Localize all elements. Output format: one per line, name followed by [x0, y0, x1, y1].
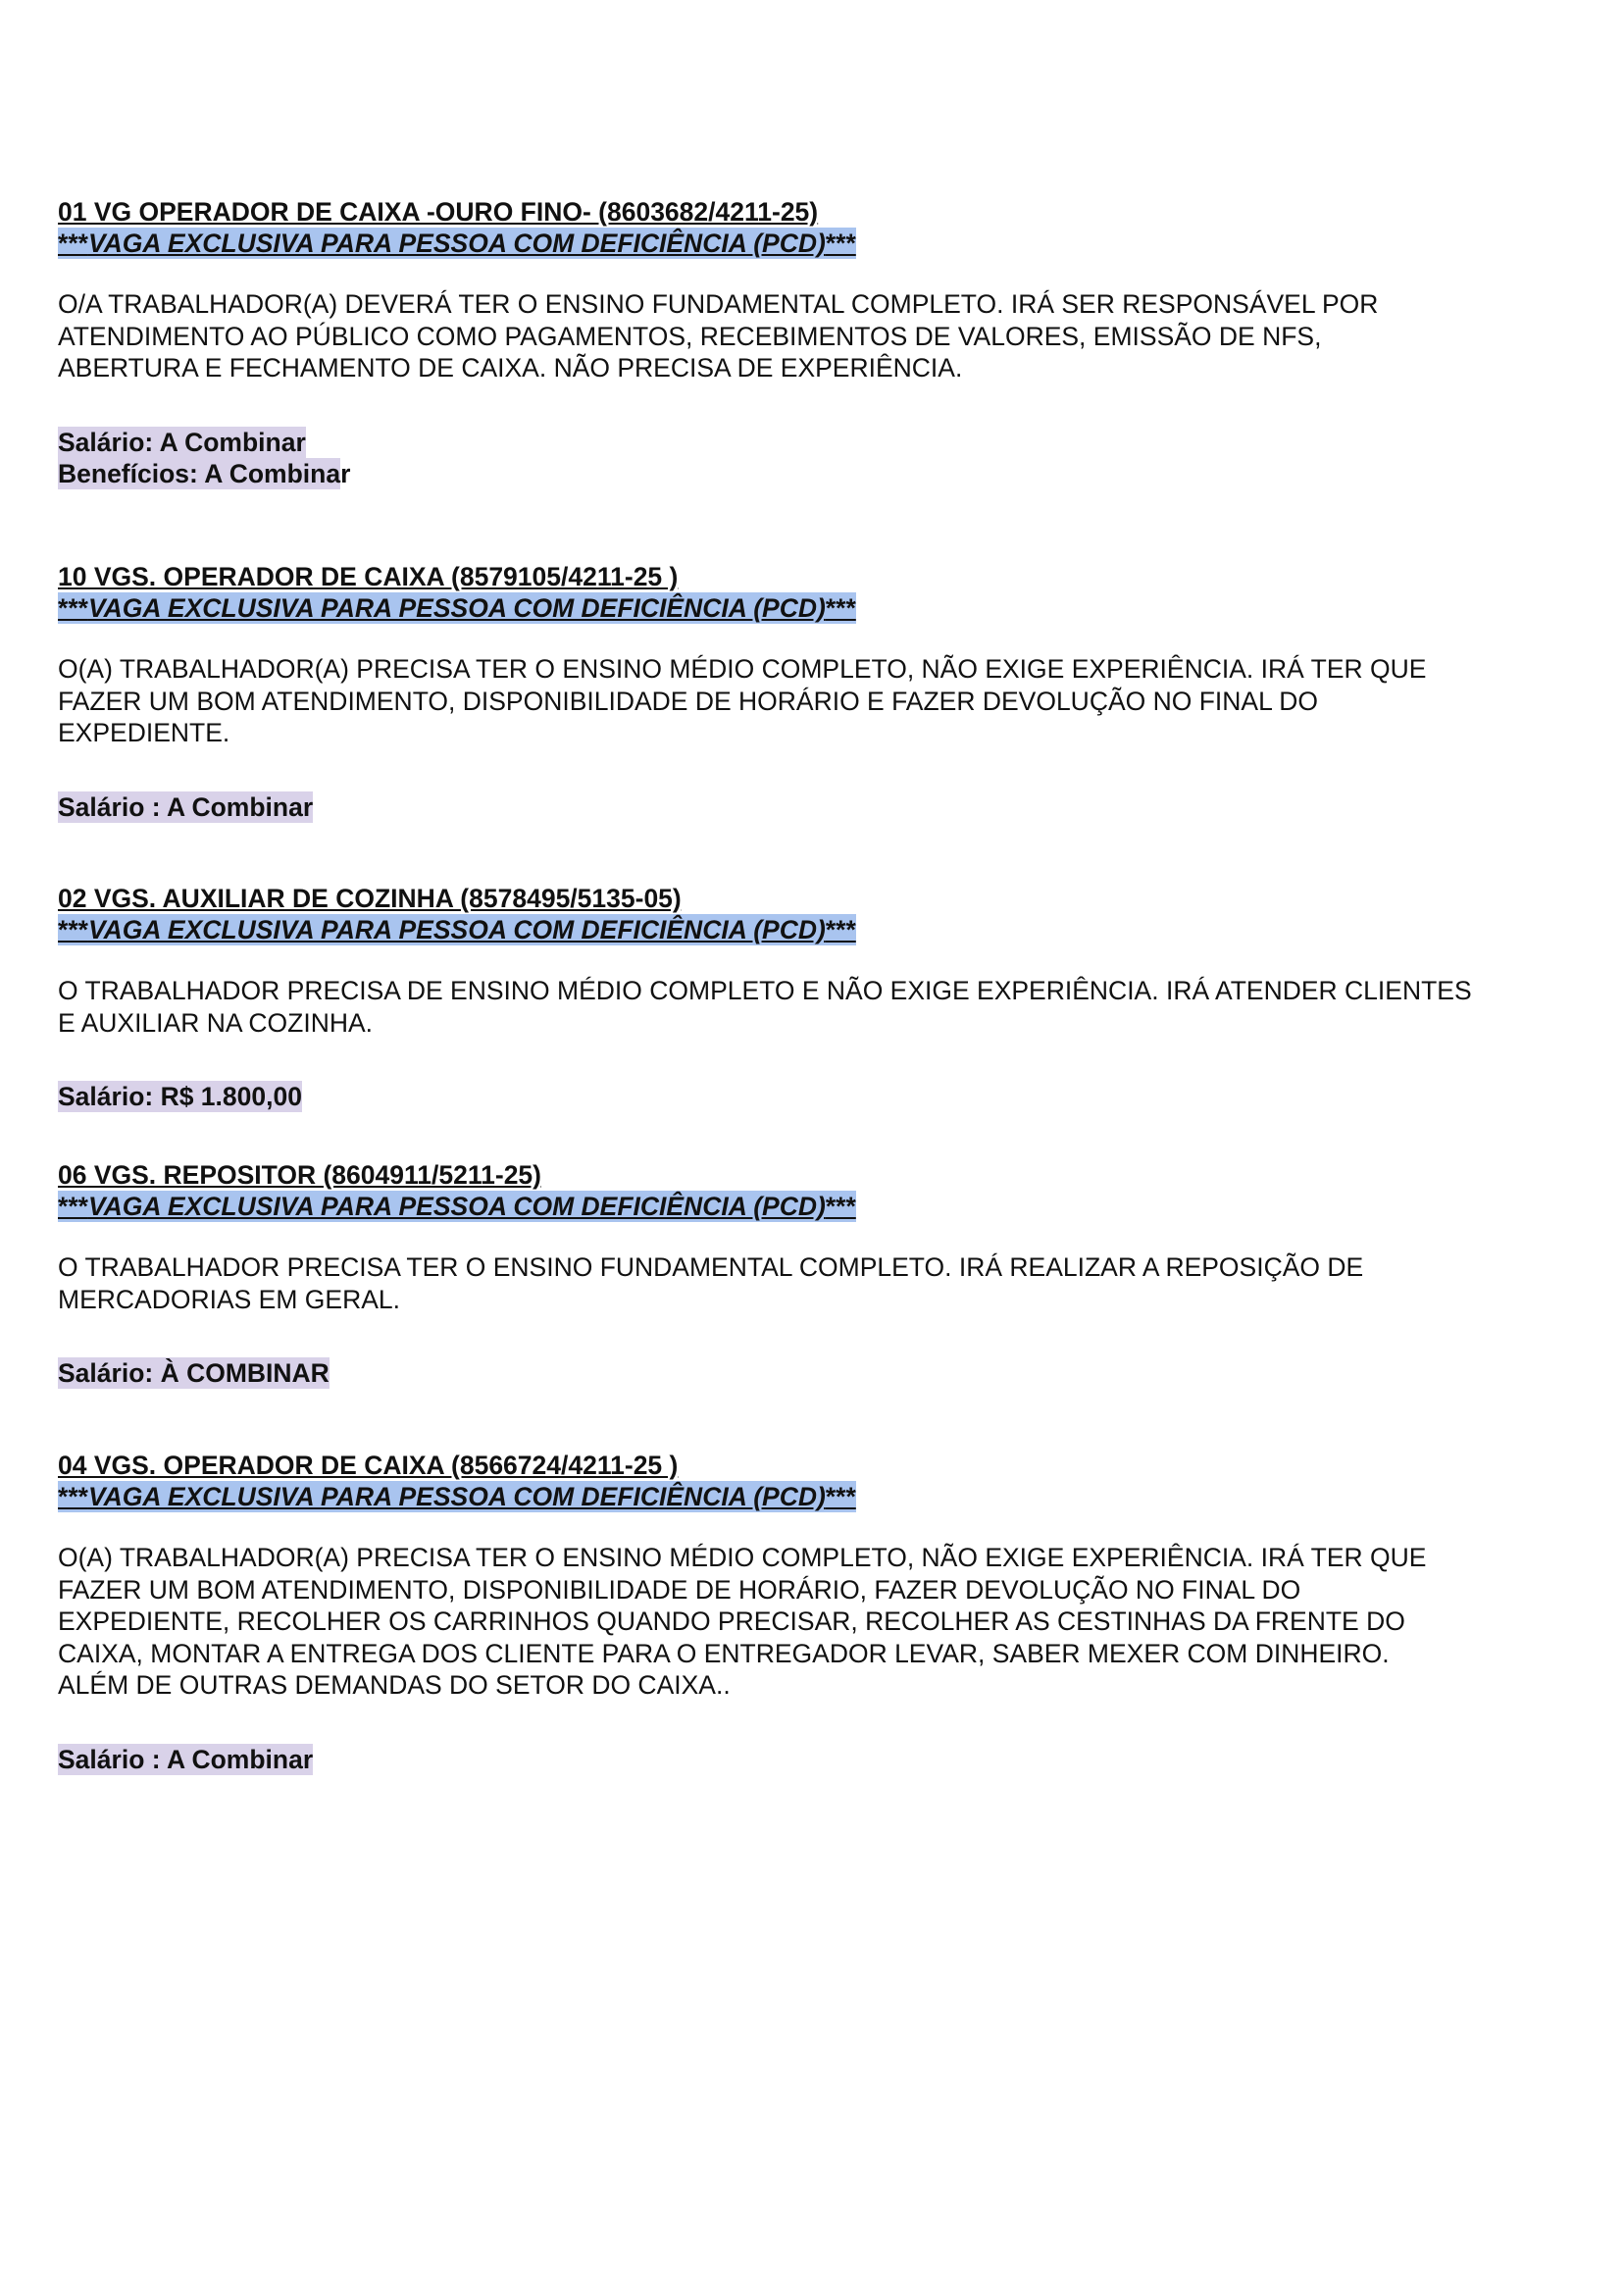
- job-listing: [58, 196, 1378, 489]
- job-listing: [58, 1450, 1426, 1775]
- job-listing: [58, 561, 1426, 823]
- salary-label: Salário: A Combinar: [58, 427, 306, 457]
- job-title: 01 VG OPERADOR DE CAIXA -OURO FINO- (8603682/4211-25): [58, 197, 819, 227]
- salary-label: Salário: À COMBINAR: [58, 1358, 330, 1388]
- pcd-banner: ***VAGA EXCLUSIVA PARA PESSOA COM DEFICIÊNCIA (PCD)***: [58, 1192, 856, 1221]
- pcd-banner: ***VAGA EXCLUSIVA PARA PESSOA COM DEFICIÊNCIA (PCD)***: [58, 229, 856, 258]
- job-title: 10 VGS. OPERADOR DE CAIXA (8579105/4211-25 ): [58, 562, 679, 591]
- benefits-label-tail: r: [340, 458, 351, 488]
- job-description: O/A TRABALHADOR(A) DEVERÁ TER O ENSINO FUNDAMENTAL COMPLETO. IRÁ SER RESPONSÁVEL POR ATENDIMENTO AO PÚBLICO COMO PAGAMENTOS, RECEBIMENTOS DE VALORES, EMISSÃO DE NFS, ABERTURA E FECHAMENTO DE CAIXA. NÃO PRECISA DE EXPERIÊNCIA.: [58, 289, 1379, 382]
- job-title: 02 VGS. AUXILIAR DE COZINHA (8578495/5135-05): [58, 884, 682, 913]
- pcd-banner: ***VAGA EXCLUSIVA PARA PESSOA COM DEFICIÊNCIA (PCD)***: [58, 1482, 856, 1511]
- job-title: 06 VGS. REPOSITOR (8604911/5211-25): [58, 1160, 541, 1190]
- job-description: O TRABALHADOR PRECISA TER O ENSINO FUNDAMENTAL COMPLETO. IRÁ REALIZAR A REPOSIÇÃO DE MERCADORIAS EM GERAL.: [58, 1252, 1364, 1314]
- job-description: O TRABALHADOR PRECISA DE ENSINO MÉDIO COMPLETO E NÃO EXIGE EXPERIÊNCIA. IRÁ ATENDER CLIENTES E AUXILIAR NA COZINHA.: [58, 976, 1472, 1038]
- salary-label: Salário: R$ 1.800,00: [58, 1082, 302, 1111]
- salary-label: Salário : A Combinar: [58, 1744, 314, 1774]
- job-description: O(A) TRABALHADOR(A) PRECISA TER O ENSINO MÉDIO COMPLETO, NÃO EXIGE EXPERIÊNCIA. IRÁ TER QUE FAZER UM BOM ATENDIMENTO, DISPONIBILIDADE DE HORÁRIO, FAZER DEVOLUÇÃO NO FINAL DO EXPEDIENTE, RECOLHER OS CARRINHOS QUANDO PRECISAR, RECOLHER AS CESTINHAS DA FRENTE DO CAIXA, MONTAR A ENTREGA DOS CLIENTE PARA O ENTREGADOR LEVAR, SABER MEXER COM DINHEIRO. ALÉM DE OUTRAS DEMANDAS DO SETOR DO CAIXA..: [58, 1543, 1427, 1700]
- job-listing: [58, 883, 1472, 1112]
- pcd-banner: ***VAGA EXCLUSIVA PARA PESSOA COM DEFICIÊNCIA (PCD)***: [58, 593, 856, 623]
- pcd-banner: ***VAGA EXCLUSIVA PARA PESSOA COM DEFICIÊNCIA (PCD)***: [58, 915, 856, 944]
- job-title: 04 VGS. OPERADOR DE CAIXA (8566724/4211-25 ): [58, 1451, 679, 1480]
- job-description: O(A) TRABALHADOR(A) PRECISA TER O ENSINO MÉDIO COMPLETO, NÃO EXIGE EXPERIÊNCIA. IRÁ TER QUE FAZER UM BOM ATENDIMENTO, DISPONIBILIDADE DE HORÁRIO E FAZER DEVOLUÇÃO NO FINAL DO EXPEDIENTE.: [58, 654, 1427, 747]
- job-listing: [58, 1159, 1363, 1389]
- benefits-label: Benefícios: A Combina: [58, 458, 341, 488]
- salary-label: Salário : A Combinar: [58, 791, 314, 822]
